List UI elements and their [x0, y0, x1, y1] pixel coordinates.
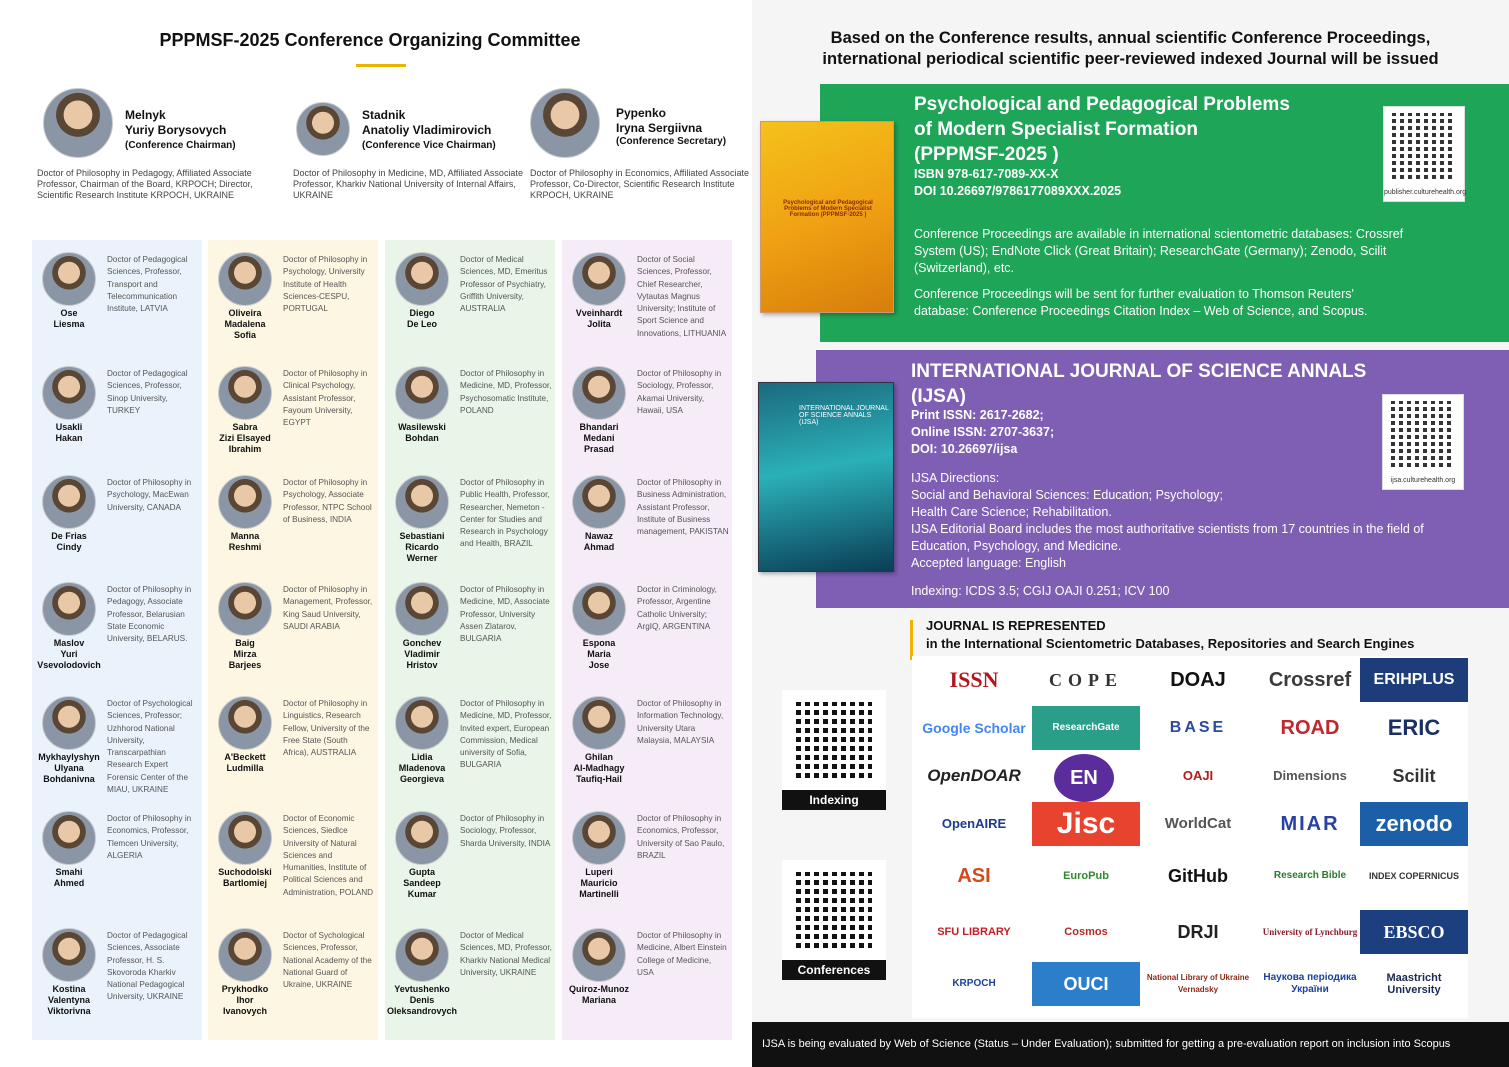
member-desc: Doctor of Philosophy in Medicine, MD, Associate Professor, University Assen Zlatarov, BULGARIA	[460, 585, 550, 644]
committee-member	[562, 354, 732, 466]
committee-title: PPPMSF-2025 Conference Organizing Committee	[159, 30, 581, 50]
qr-label: Indexing	[782, 790, 886, 810]
avatar	[42, 582, 96, 636]
proceedings-qr-code[interactable]	[1383, 106, 1465, 202]
avatar	[395, 582, 449, 636]
member-name: Espona Maria Jose	[582, 638, 616, 670]
leader-desc: Doctor of Philosophy in Medicine, MD, Affiliated Associate Professor, Kharkiv National University of Internal Affairs, UKRAINE	[293, 168, 523, 200]
logo-road[interactable]: ROAD	[1280, 717, 1340, 739]
avatar	[218, 696, 272, 750]
member-name: Luperi Mauricio Martinelli	[579, 867, 619, 899]
member-desc: Doctor of Philosophy in Business Administration, Assistant Professor, Institute of Business management, PAKISTAN	[637, 478, 729, 537]
member-desc: Doctor of Medical Sciences, MD, Emeritus Professor of Psychiatry, Griffith University, AUSTRALIA	[460, 255, 548, 314]
avatar	[218, 366, 272, 420]
publication-panel	[752, 0, 1509, 1067]
avatar	[42, 696, 96, 750]
member-name: Yevtushenko Denis Oleksandrovych	[386, 984, 458, 1016]
member-name: Mykhaylyshyn Ulyana Bohdanivna	[38, 752, 100, 784]
journal-indexing: Indexing: ICDS 3.5; CGIJ OAJI 0.251; ICV 100	[911, 584, 1170, 598]
member-desc: Doctor of Philosophy in Information Technology, University Utara Malaysia, MALAYSIA	[637, 699, 724, 745]
avatar	[218, 811, 272, 865]
avatar	[530, 88, 600, 158]
avatar	[42, 928, 96, 982]
logo-cope[interactable]: COPE	[1048, 670, 1123, 690]
journal-online-issn: Online ISSN: 2707-3637;	[911, 425, 1055, 439]
committee-member	[32, 799, 202, 911]
journal-board: IJSA Editorial Board includes the most authoritative scientists from 17 countries in the field of Education, Psychology, and Medicine.	[911, 522, 1424, 553]
logo-drji[interactable]: DRJI	[1177, 922, 1219, 942]
member-desc: Doctor of Philosophy in Medicine, MD, Professor, Invited expert, European Commission, Medical university of Sofia, BULGARIA	[460, 699, 552, 770]
logo-base[interactable]: BASE	[1169, 719, 1227, 736]
committee-member	[32, 570, 202, 682]
journal-language: Accepted language: English	[911, 556, 1066, 570]
committee-member	[32, 684, 202, 796]
journal-cover	[758, 382, 894, 572]
logo-crossref[interactable]: Crossref	[1268, 669, 1352, 691]
indexing-qr-code[interactable]	[782, 690, 886, 810]
member-desc: Doctor of Philosophy in Pedagogy, Associate Professor, Belarusian State Economic University, BELARUS.	[107, 585, 192, 644]
member-name: Lidia Mladenova Georgieva	[398, 752, 446, 784]
leader-name: Stadnik Anatoliy Vladimirovich	[362, 108, 492, 137]
avatar	[218, 252, 272, 306]
member-desc: Doctor of Philosophy in Psychology, MacEwan University, CANADA	[107, 478, 192, 512]
member-desc: Doctor of Social Sciences, Professor, Chief Researcher, Vytautas Magnus University; Institute of Sport Science and Innovations, LITHUANIA	[637, 255, 727, 338]
logo-national-library-of-ukraine-vernadsky[interactable]: National Library of Ukraine Vernadsky	[1146, 973, 1250, 994]
avatar	[395, 475, 449, 529]
member-desc: Doctor of Psychological Sciences, Professor; Uzhhorod National University, Transcarpathian Research Expert Forensic Center of the MIAU, UKRAINE	[107, 699, 193, 795]
committee-member	[32, 916, 202, 1028]
member-desc: Doctor of Philosophy in Management, Professor, King Saud University, SAUDI ARABIA	[283, 585, 373, 631]
member-desc: Doctor of Sychological Sciences, Professor, National Academy of the National Guard of Ukraine, UKRAINE	[283, 931, 372, 990]
logo-research-bible[interactable]: Research Bible	[1273, 870, 1347, 881]
member-desc: Doctor of Philosophy in Economics, Professor, Tlemcen University, ALGERIA	[107, 814, 192, 860]
logo-google-scholar[interactable]: Google Scholar	[922, 720, 1026, 736]
title-underline	[356, 64, 406, 67]
member-name: Oliveira Madalena Sofia	[224, 308, 266, 340]
avatar	[42, 252, 96, 306]
avatar	[395, 811, 449, 865]
member-desc: Doctor of Philosophy in Psychology, University Institute of Health Sciences-CESPU, PORTUGAL	[283, 255, 368, 314]
avatar	[42, 366, 96, 420]
member-name: Prykhodko Ihor Ivanovych	[221, 984, 269, 1016]
proceedings-evaluation: Conference Proceedings will be sent for further evaluation to Thomson Reuters' database: Conference Proceedings Citation Index – Web of Science, and Scopus.	[914, 287, 1368, 318]
logo-sfu-library[interactable]: SFU LIBRARY	[937, 926, 1011, 938]
member-desc: Doctor of Philosophy in Economics, Professor, University of Sao Paulo, BRAZIL	[637, 814, 725, 860]
member-name: Sabra Zizi Elsayed Ibrahim	[219, 422, 271, 454]
logo-maastricht-university[interactable]: Maastricht University	[1386, 972, 1442, 996]
member-name: Nawaz Ahmad	[583, 531, 615, 552]
journal-qr-code[interactable]	[1382, 394, 1464, 490]
leader-name: Melnyk Yuriy Borysovych	[125, 108, 227, 137]
proceedings-heading: Psychological and Pedagogical Problems of Modern Specialist Formation (PPPMSF-2025 )	[914, 94, 1290, 165]
member-desc: Doctor of Philosophy in Clinical Psychology, Assistant Professor, Fayoum University, EGYPT	[283, 369, 368, 428]
logo-oaji[interactable]: OAJI	[1182, 768, 1214, 783]
committee-member	[385, 463, 555, 575]
footer-note: IJSA is being evaluated by Web of Science (Status – Under Evaluation); submitted for getting a pre-evaluation report on inclusion into Scopus	[752, 1022, 1509, 1067]
logo-erihplus[interactable]: ERIHPLUS	[1360, 658, 1468, 702]
logo-github[interactable]: GitHub	[1168, 866, 1228, 886]
logo-scilit[interactable]: Scilit	[1392, 766, 1436, 786]
journal-print-issn: Print ISSN: 2617-2682;	[911, 408, 1044, 422]
member-name: Kostina Valentyna Viktorivna	[47, 984, 91, 1016]
member-name: Usakli Hakan	[55, 422, 83, 443]
avatar	[42, 811, 96, 865]
avatar	[572, 582, 626, 636]
logo-dimensions[interactable]: Dimensions	[1273, 768, 1347, 783]
logo-ebsco[interactable]: EBSCO	[1360, 910, 1468, 954]
member-name: Manna Reshmi	[228, 531, 262, 552]
member-desc: Doctor in Criminology, Professor, Argentine Catholic University; ArgIQ, ARGENTINA	[637, 585, 717, 631]
member-name: Ose Liesma	[53, 308, 85, 329]
proceedings-box	[820, 84, 1509, 342]
journal-directions: Social and Behavioral Sciences: Education; Psychology; Health Care Science; Rehabilitation.	[911, 488, 1223, 519]
member-name: Gonchev Vladimir Hristov	[402, 638, 442, 670]
member-name: Vveinhardt Jolita	[575, 308, 623, 329]
member-name: Ghilan Al-Madhagy Taufiq-Hail	[573, 752, 625, 784]
member-desc: Doctor of Philosophy in Public Health, Professor, Researcher, Nemeton - Center for Studies and Research in Psychology and Health, BRAZIL	[460, 478, 550, 549]
logo-ouci[interactable]: OUCI	[1032, 962, 1140, 1006]
member-desc: Doctor of Pedagogical Sciences, Professor, Sinop University, TURKEY	[107, 369, 188, 415]
avatar	[395, 696, 449, 750]
member-name: Baig Mirza Barjees	[228, 638, 262, 670]
database-logos	[912, 656, 1468, 1018]
committee-member	[385, 684, 555, 796]
logo-cosmos[interactable]: Cosmos	[1064, 926, 1108, 938]
logo-krpoch[interactable]: KRPOCH	[952, 978, 996, 989]
logo-doaj[interactable]: DOAJ	[1170, 669, 1226, 691]
logo-worldcat[interactable]: WorldCat	[1164, 815, 1232, 832]
logo-eric[interactable]: ERIC	[1387, 715, 1441, 740]
logo-openaire[interactable]: OpenAIRE	[941, 816, 1007, 831]
member-name: A'Beckett Ludmilla	[224, 752, 266, 773]
member-name: Diego De Leo	[406, 308, 437, 329]
publication-title: Based on the Conference results, annual scientific Conference Proceedings, international periodical scientific peer-reviewed indexed Journal will be issued	[822, 29, 1439, 68]
committee-member	[562, 799, 732, 911]
leader-desc: Doctor of Philosophy in Pedagogy, Affiliated Associate Professor, Chairman of the Board, KRPOCH; Director, Scientific Research Institute KRPOCH, UKRAINE	[37, 168, 253, 200]
member-desc: Doctor of Medical Sciences, MD, Professor, Kharkiv National Medical University, UKRAINE	[460, 931, 552, 977]
member-desc: Doctor of Philosophy in Medicine, MD, Professor, Psychosomatic Institute, POLAND	[460, 369, 552, 415]
leader-role: (Conference Secretary)	[616, 136, 727, 147]
member-name: Suchodolski Bartlomiej	[218, 867, 272, 888]
logo-university-of-lynchburg[interactable]: University of Lynchburg	[1262, 927, 1358, 937]
member-desc: Doctor of Philosophy in Medicine, Albert Einstein College of Medicine, USA	[637, 931, 727, 977]
proceedings-isbn: ISBN 978-617-7089-XX-X	[914, 167, 1059, 181]
proceedings-databases: Conference Proceedings are available in international scientometric databases: Crossref System (US); EndNote Click (Great Britain); ResearchGate (Germany); Zenodo, Scilit (Switzerland), etc.	[914, 227, 1404, 275]
committee-member	[385, 240, 555, 352]
logo-researchgate[interactable]: ResearchGate	[1032, 706, 1140, 750]
journal-doi: DOI: 10.26697/ijsa	[911, 442, 1018, 456]
committee-member	[562, 570, 732, 682]
leader-name: Pypenko Iryna Sergiivna	[616, 106, 703, 135]
qr-url: publisher.culturehealth.org	[1384, 189, 1467, 196]
committee-column	[32, 240, 202, 1040]
logo-index-copernicus[interactable]: INDEX COPERNICUS	[1368, 871, 1459, 881]
committee-column	[208, 240, 378, 1040]
avatar	[42, 475, 96, 529]
logo-issn[interactable]: ISSN	[949, 667, 999, 692]
member-desc: Doctor of Pedagogical Sciences, Associate Professor, H. S. Skovoroda Kharkiv National Pedagogical University, UKRAINE	[107, 931, 188, 1002]
member-name: De Frias Cindy	[51, 531, 87, 552]
journal-box	[816, 350, 1509, 608]
committee-member	[208, 240, 378, 352]
qr-url: ijsa.culturehealth.org	[1390, 477, 1456, 484]
leader-role: (Conference Chairman)	[125, 140, 236, 151]
committee-member	[562, 916, 732, 1028]
logo-наукова-періодика-україни[interactable]: Наукова періодика України	[1263, 972, 1357, 995]
avatar	[395, 366, 449, 420]
represented-subtitle: in the International Scientometric Databases, Repositories and Search Engines	[926, 636, 1415, 651]
proceedings-doi: DOI 10.26697/9786177089XXX.2025	[914, 184, 1122, 198]
member-name: Maslov Yuri Vsevolodovich	[37, 638, 101, 670]
member-name: Wasilewski Bohdan	[398, 422, 446, 443]
member-desc: Doctor of Philosophy in Psychology, Associate Professor, NTPC School of Business, INDIA	[283, 478, 372, 524]
member-name: Gupta Sandeep Kumar	[403, 867, 441, 899]
logo-asi[interactable]: ASI	[957, 865, 991, 887]
member-desc: Doctor of Economic Sciences, Siedlce University of Natural Sciences and Humanities, Institute of Political Sciences and Administration, POLAND	[283, 814, 374, 897]
member-desc: Doctor of Pedagogical Sciences, Professor, Transport and Telecommunication Institute, LATVIA	[107, 255, 188, 314]
represented-title: JOURNAL IS REPRESENTED	[926, 618, 1106, 633]
conferences-qr-code[interactable]	[782, 860, 886, 980]
committee-member	[562, 684, 732, 796]
logo-opendoar[interactable]: OpenDOAR	[927, 766, 1021, 785]
committee-member	[562, 240, 732, 352]
leader-desc: Doctor of Philosophy in Economics, Affiliated Associate Professor, Co-Director, Scientific Research Institute KRPOCH, UKRAINE	[530, 168, 749, 200]
avatar	[218, 928, 272, 982]
member-desc: Doctor of Philosophy in Sociology, Professor, Akamai University, Hawaii, USA	[637, 369, 722, 415]
avatar	[296, 102, 350, 156]
avatar	[395, 928, 449, 982]
member-name: Bhandari Medani Prasad	[579, 422, 619, 454]
member-name: Smahi Ahmed	[53, 867, 85, 888]
logo-europub[interactable]: EuroPub	[1063, 870, 1109, 882]
member-name: Quiroz-Munoz Mariana	[569, 984, 629, 1005]
committee-column	[385, 240, 555, 1040]
logo-miar[interactable]: MIAR	[1280, 813, 1340, 835]
avatar	[218, 582, 272, 636]
proceedings-cover	[760, 121, 894, 313]
journal-heading: INTERNATIONAL JOURNAL OF SCIENCE ANNALS (IJSA)	[911, 361, 1367, 407]
committee-member	[32, 354, 202, 466]
member-desc: Doctor of Philosophy in Linguistics, Research Fellow, University of the Free State (South Africa), AUSTRALIA	[283, 699, 370, 758]
logo-zenodo[interactable]: zenodo	[1360, 802, 1468, 846]
committee-member	[208, 684, 378, 796]
avatar	[572, 475, 626, 529]
member-name: Sebastiani Ricardo Werner	[399, 531, 445, 563]
committee-panel	[0, 0, 752, 1067]
avatar	[572, 928, 626, 982]
member-desc: Doctor of Philosophy in Sociology, Professor, Sharda University, INDIA	[460, 814, 551, 848]
avatar	[572, 811, 626, 865]
committee-member	[385, 916, 555, 1028]
cover-title: INTERNATIONAL JOURNAL OF SCIENCE ANNALS (IJSA)	[799, 405, 889, 426]
avatar	[572, 366, 626, 420]
avatar	[572, 696, 626, 750]
committee-column	[562, 240, 732, 1040]
committee-member	[208, 916, 378, 1028]
leader-role: (Conference Vice Chairman)	[362, 140, 496, 151]
logo-en[interactable]: EN	[1054, 754, 1114, 802]
cover-title: Psychological and Pedagogical Problems of Modern Specialist Formation (PPPMSF-2025 )	[783, 200, 873, 218]
committee-member	[385, 354, 555, 466]
committee-member	[32, 463, 202, 575]
committee-member	[208, 354, 378, 466]
journal-directions-title: IJSA Directions:	[911, 471, 1000, 485]
avatar	[572, 252, 626, 306]
logo-jisc[interactable]: Jisc	[1032, 802, 1140, 846]
avatar	[395, 252, 449, 306]
avatar	[218, 475, 272, 529]
committee-member	[562, 463, 732, 575]
committee-member	[32, 240, 202, 352]
committee-member	[208, 570, 378, 682]
committee-member	[208, 799, 378, 911]
committee-member	[385, 570, 555, 682]
committee-member	[385, 799, 555, 911]
qr-label: Conferences	[782, 960, 886, 980]
avatar	[43, 88, 113, 158]
committee-member	[208, 463, 378, 575]
